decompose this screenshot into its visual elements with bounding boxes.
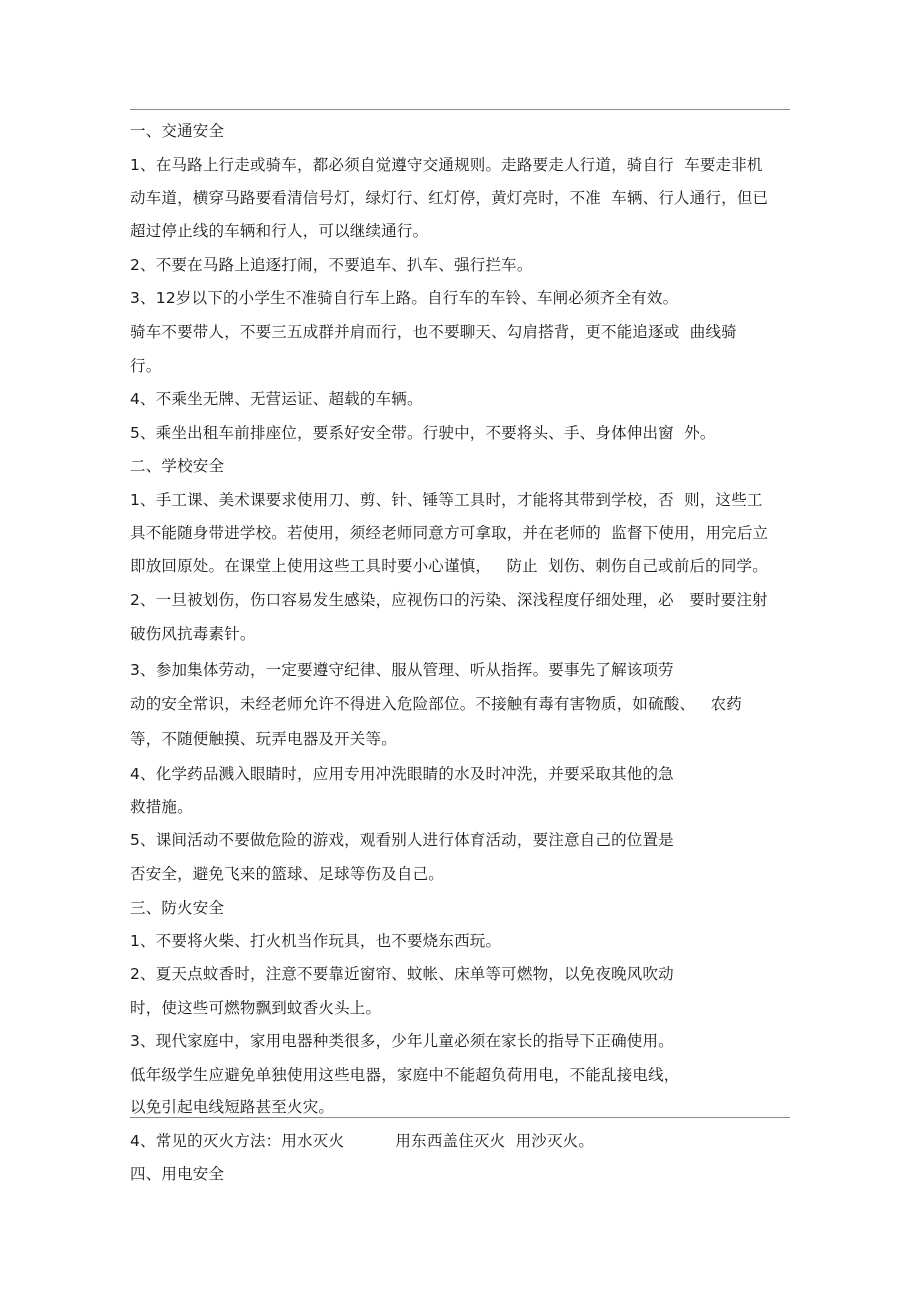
text-line: 以免引起电线短路甚至火灾。 xyxy=(130,1098,335,1116)
text-line: 2、夏天点蚊香时，注意不要靠近窗帘、蚊帐、床单等可燃物，以免夜晚风吹动 xyxy=(130,965,674,983)
text-line: 骑车不要带人，不要三五成群并肩而行，也不要聊天、勾肩搭背，更不能追逐或 曲线骑 xyxy=(130,323,737,341)
text-line: 3、现代家庭中，家用电器种类很多，少年儿童必须在家长的指导下正确使用。 xyxy=(130,1032,674,1050)
text-line: 1、手工课、美术课要求使用刀、剪、针、锤等工具时，才能将其带到学校，否 则，这些工 xyxy=(130,491,763,509)
text-line: 动车道，横穿马路要看清信号灯，绿灯行、红灯停，黄灯亮时，不准 车辆、行人通行，但已 xyxy=(130,189,769,207)
text-line: 3、参加集体劳动，一定要遵守纪律、服从管理、听从指挥。要事先了解该项劳 xyxy=(130,661,674,679)
text-line: 1、在马路上行走或骑车，都必须自觉遵守交通规则。走路要走人行道，骑自行 车要走非机 xyxy=(130,156,763,174)
header-rule xyxy=(130,109,790,110)
text-line: 超过停止线的车辆和行人，可以继续通行。 xyxy=(130,222,429,240)
text-line: 等，不随便触摸、玩弄电器及开关等。 xyxy=(130,730,397,748)
text-line: 4、常见的灭火方法：用水灭火 用东西盖住灭火 用沙灭火。 xyxy=(130,1132,595,1150)
text-line: 2、一旦被划伤，伤口容易发生感染，应视伤口的污染、深浅程度仔细处理，必 要时要注射 xyxy=(130,591,768,609)
text-line: 4、化学药品溅入眼睛时，应用专用冲洗眼睛的水及时冲洗，并要采取其他的急 xyxy=(130,765,674,783)
text-line: 2、不要在马路上追逐打闹，不要追车、扒车、强行拦车。 xyxy=(130,256,533,274)
text-line: 5、课间活动不要做危险的游戏，观看别人进行体育活动，要注意自己的位置是 xyxy=(130,831,674,849)
section-heading-electric: 四、用电安全 xyxy=(130,1165,225,1183)
text-line: 否安全，避免飞来的篮球、足球等伤及自己。 xyxy=(130,865,445,883)
text-line: 行。 xyxy=(130,357,162,375)
text-line: 3、12岁以下的小学生不准骑自行车上路。自行车的车铃、车闸必须齐全有效。 xyxy=(130,289,679,307)
section-heading-school: 二、学校安全 xyxy=(130,457,225,475)
text-line: 1、不要将火柴、打火机当作玩具，也不要烧东西玩。 xyxy=(130,932,502,950)
text-line: 时，使这些可燃物飘到蚊香火头上。 xyxy=(130,999,382,1017)
text-line: 4、不乘坐无牌、无营运证、超载的车辆。 xyxy=(130,390,423,408)
section-heading-traffic: 一、交通安全 xyxy=(130,122,225,140)
page-break-rule xyxy=(130,1117,790,1118)
text-line: 动的安全常识，未经老师允许不得进入危险部位。不接触有毒有害物质，如硫酸、 农药 xyxy=(130,695,742,713)
text-line: 即放回原处。在课堂上使用这些工具时要小心谨慎， 防止 划伤、刺伤自己或前后的同学。 xyxy=(130,557,768,575)
text-line: 5、乘坐出租车前排座位，要系好安全带。行驶中，不要将头、手、身体伸出窗 外。 xyxy=(130,424,716,442)
text-line: 具不能随身带进学校。若使用，须经老师同意方可拿取，并在老师的 监督下使用，用完后立 xyxy=(130,524,769,542)
text-line: 救措施。 xyxy=(130,798,193,816)
text-line: 低年级学生应避免单独使用这些电器，家庭中不能超负荷用电，不能乱接电线， xyxy=(130,1066,680,1084)
text-line: 破伤风抗毒素针。 xyxy=(130,625,256,643)
section-heading-fire: 三、防火安全 xyxy=(130,899,225,917)
